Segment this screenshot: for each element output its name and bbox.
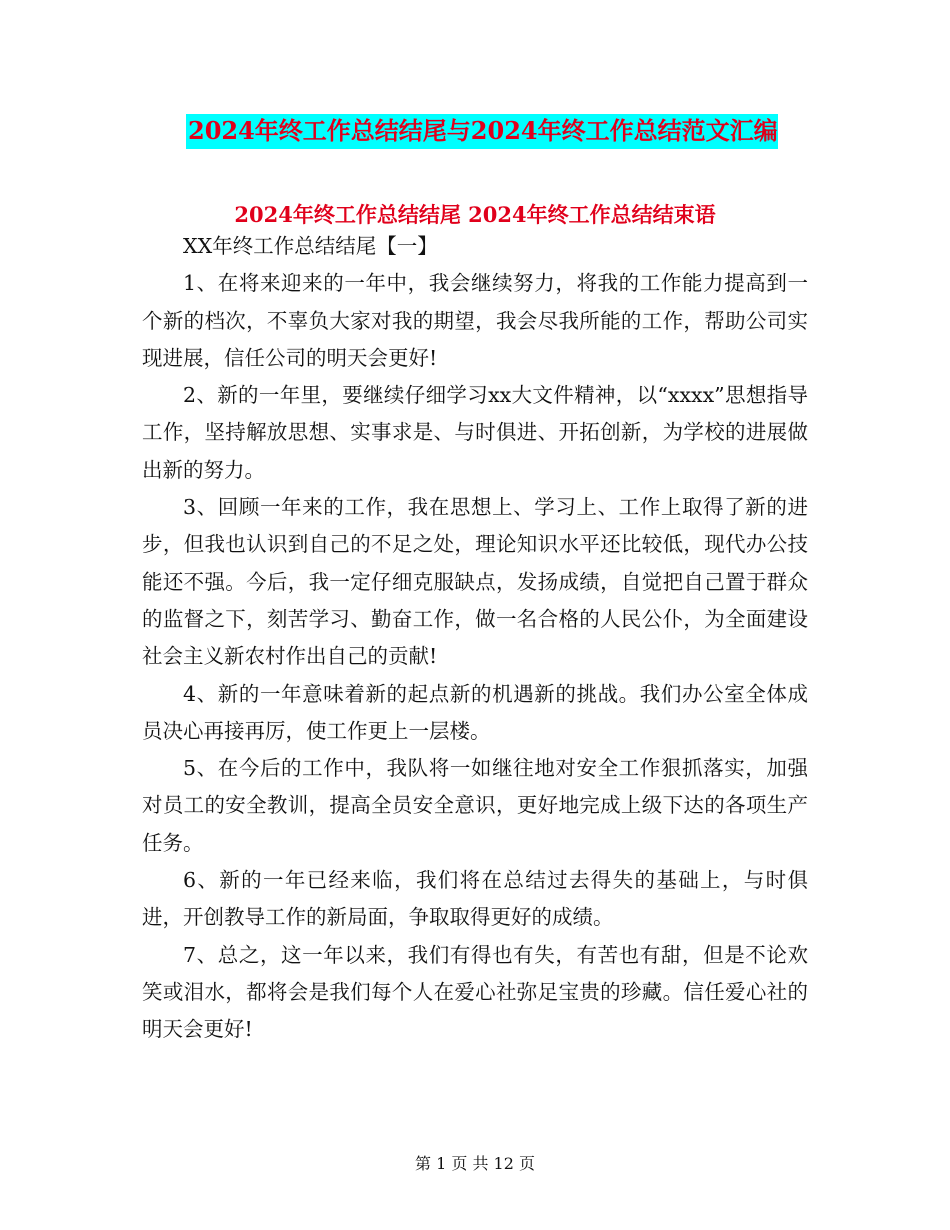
document-main-title: 2024年终工作总结结尾与2024年终工作总结范文汇编 <box>186 114 778 149</box>
paragraph-4: 4、新的一年意味着新的起点新的机遇新的挑战。我们办公室全体成员决心再接再厉，使工作更上一层楼。 <box>142 681 808 743</box>
paragraph-7: 7、总之，这一年以来，我们有得也有失，有苦也有甜，但是不论欢笑或泪水，都将会是我们每个人在爱心社弥足宝贵的珍藏。信任爱心社的明天会更好! <box>142 942 808 1042</box>
paragraph-6: 6、新的一年已经来临，我们将在总结过去得失的基础上，与时俱进，开创教导工作的新局面，争取取得更好的成绩。 <box>142 868 808 930</box>
document-body <box>142 222 808 1049</box>
section-heading: XX年终工作总结结尾【一】 <box>183 234 438 258</box>
paragraph-3: 3、回顾一年来的工作，我在思想上、学习上、工作上取得了新的进步，但我也认识到自己的不足之处，理论知识水平还比较低，现代办公技能还不强。今后，我一定仔细克服缺点，发扬成绩，自觉把自己置于群众的监督之下，刻苦学习、勤奋工作，做一名合格的人民公仆，为全面建设社会主义新农村作出自己的贡献! <box>142 495 808 669</box>
paragraph-5: 5、在今后的工作中，我队将一如继往地对安全工作狠抓落实，加强对员工的安全教训，提高全员安全意识，更好地完成上级下达的各项生产任务。 <box>142 756 808 855</box>
document-sub-title: 2024年终工作总结结尾 2024年终工作总结结束语 <box>234 202 716 227</box>
paragraph-2: 2、新的一年里，要继续仔细学习xx大文件精神，以“xxxx”思想指导工作，坚持解放思想、实事求是、与时俱进、开拓创新，为学校的进展做出新的努力。 <box>142 383 808 482</box>
paragraph-1: 1、在将来迎来的一年中，我会继续努力，将我的工作能力提高到一个新的档次，不辜负大家对我的期望，我会尽我所能的工作，帮助公司实现进展，信任公司的明天会更好! <box>142 271 808 370</box>
page-number-footer: 第 1 页 共 12 页 <box>415 1154 535 1173</box>
